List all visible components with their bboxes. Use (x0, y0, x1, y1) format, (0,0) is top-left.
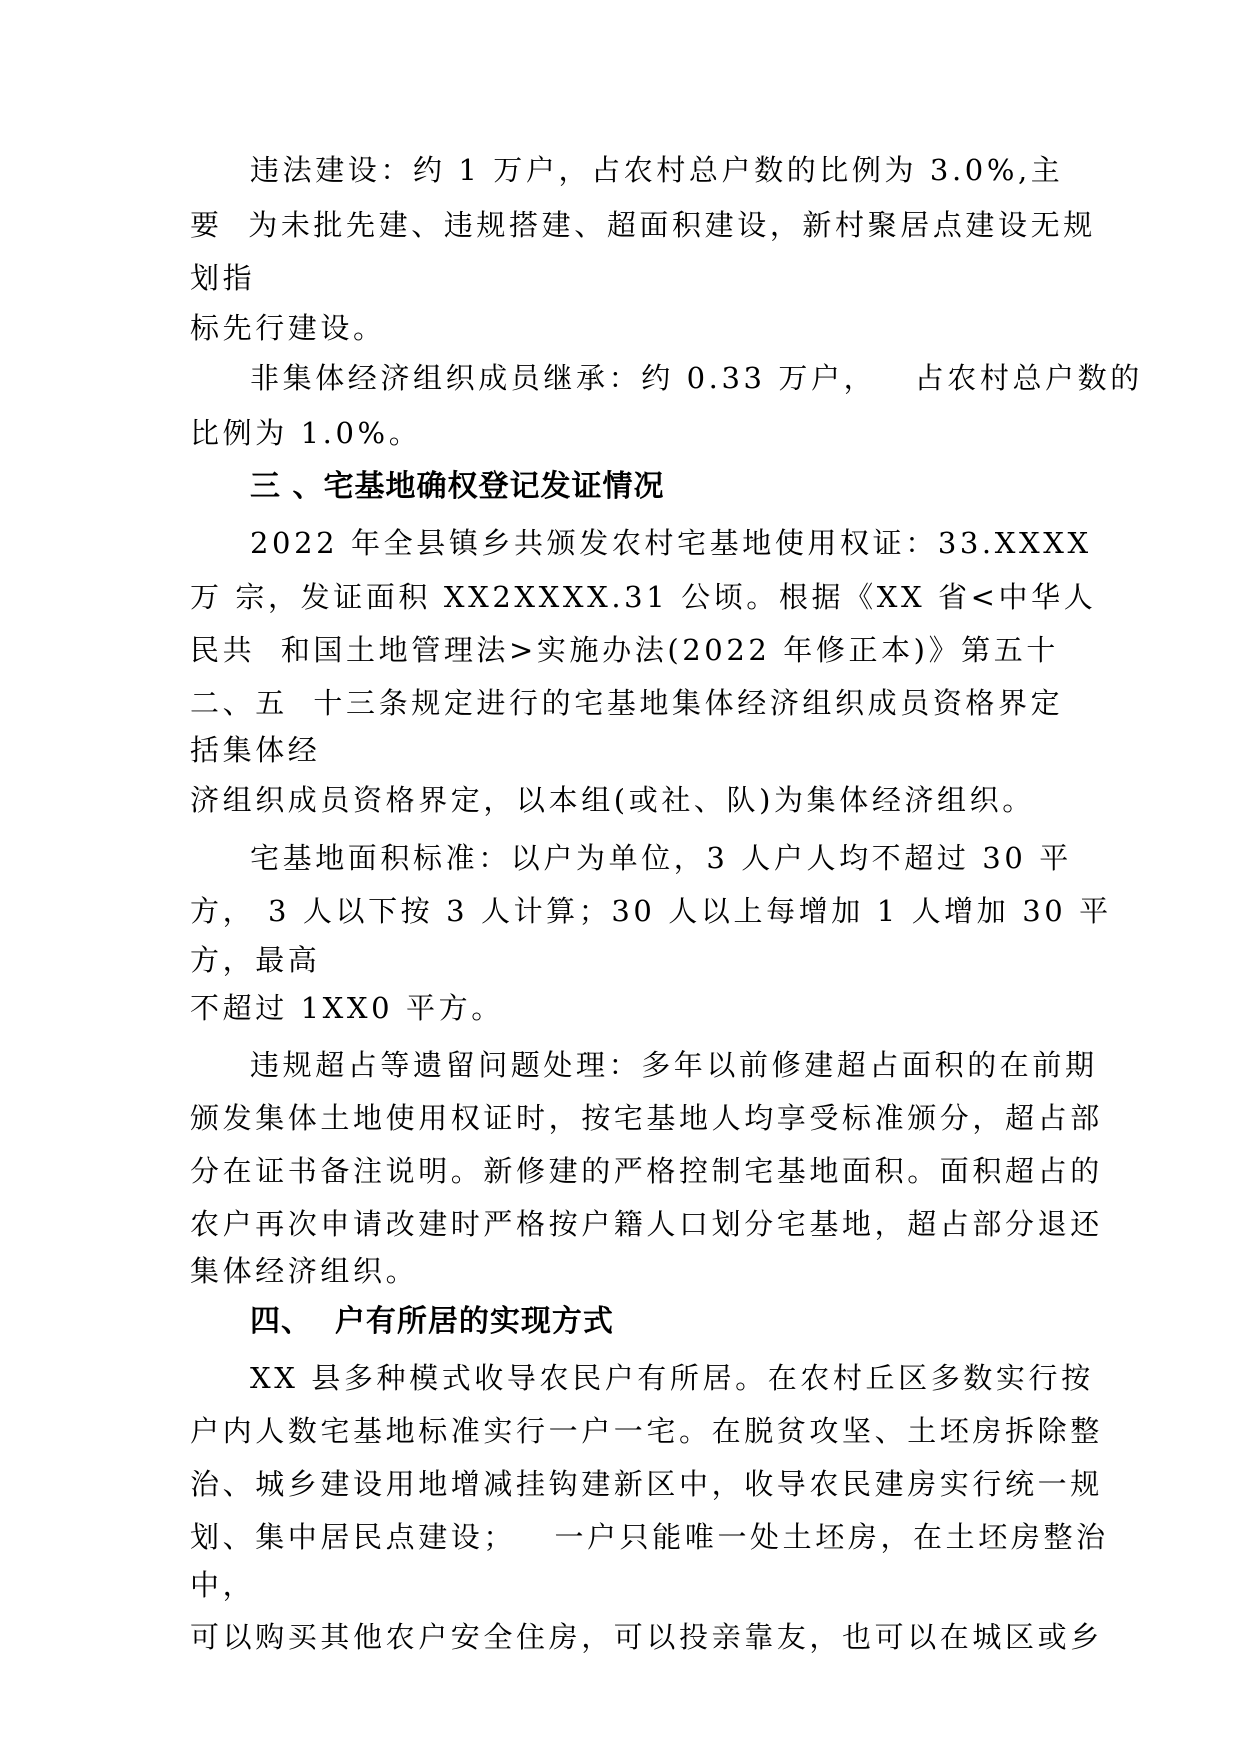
paragraph-housing-modes-line-3: 治、城乡建设用地增减挂钩建新区中，收导农民建房实行统一规 (190, 1467, 1103, 1501)
paragraph-housing-modes-line-4: 划、集中居民点建设； 一户只能唯一处土坯房，在土坯房整治 (190, 1520, 1109, 1554)
paragraph-certificates-line-1: 2022 年全县镇乡共颁发农村宅基地使用权证：33.XXXX (250, 526, 1092, 560)
paragraph-area-standard-line-2: 方， 3 人以下按 3 人计算；30 人以上每增加 1 人增加 30 平 (190, 894, 1112, 928)
paragraph-legacy-issues-line-2: 颁发集体土地使用权证时，按宅基地人均享受标准颁分，超占部 (190, 1101, 1103, 1135)
paragraph-illegal-construction-line-3: 划指 (190, 261, 256, 295)
paragraph-inheritance-line-1: 非集体经济组织成员继承：约 0.33 万户， 占农村总户数的 (250, 361, 1143, 395)
section-heading-4: 四、 户有所居的实现方式 (250, 1304, 614, 1339)
paragraph-illegal-construction-line-1: 违法建设：约 1 万户，占农村总户数的比例为 3.0%,主 (250, 153, 1064, 187)
paragraph-certificates-line-2: 万 宗，发证面积 XX2XXXX.31 公顷。根据《XX 省<中华人 (190, 580, 1097, 614)
paragraph-illegal-construction-line-2: 要 为未批先建、违规搭建、超面积建设，新村聚居点建设无规 (190, 208, 1096, 242)
paragraph-inheritance-line-2: 比例为 1.0%。 (190, 416, 422, 450)
paragraph-area-standard-line-1: 宅基地面积标准：以户为单位，3 人户人均不超过 30 平 (250, 841, 1072, 875)
paragraph-housing-modes-line-2: 户内人数宅基地标准实行一户一宅。在脱贫攻坚、土坯房拆除整 (190, 1414, 1103, 1448)
paragraph-illegal-construction-line-4: 标先行建设。 (190, 311, 386, 345)
paragraph-area-standard-line-4: 不超过 1XX0 平方。 (190, 991, 504, 1025)
section-heading-3: 三 、宅基地确权登记发证情况 (250, 469, 665, 504)
paragraph-certificates-line-3: 民共 和国土地管理法>实施办法(2022 年修正本)》第五十 (190, 633, 1059, 667)
paragraph-certificates-line-5: 括集体经 (190, 733, 321, 767)
paragraph-legacy-issues-line-3: 分在证书备注说明。新修建的严格控制宅基地面积。面积超占的 (190, 1154, 1103, 1188)
paragraph-legacy-issues-line-1: 违规超占等遗留问题处理：多年以前修建超占面积的在前期 (250, 1048, 1098, 1082)
paragraph-legacy-issues-line-4: 农户再次申请改建时严格按户籍人口划分宅基地，超占部分退还 (190, 1207, 1103, 1241)
paragraph-certificates-line-4: 二、五 十三条规定进行的宅基地集体经济组织成员资格界定 (190, 686, 1064, 720)
paragraph-housing-modes-line-1: XX 县多种模式收导农民户有所居。在农村丘区多数实行按 (250, 1361, 1094, 1395)
paragraph-area-standard-line-3: 方，最高 (190, 943, 321, 977)
paragraph-housing-modes-line-5: 中， (190, 1568, 256, 1602)
paragraph-housing-modes-line-6: 可以购买其他农户安全住房，可以投亲靠友，也可以在城区或乡 (190, 1620, 1103, 1654)
paragraph-certificates-line-6: 济组织成员资格界定，以本组(或社、队)为集体经济组织。 (190, 783, 1035, 817)
paragraph-legacy-issues-line-5: 集体经济组织。 (190, 1254, 419, 1288)
